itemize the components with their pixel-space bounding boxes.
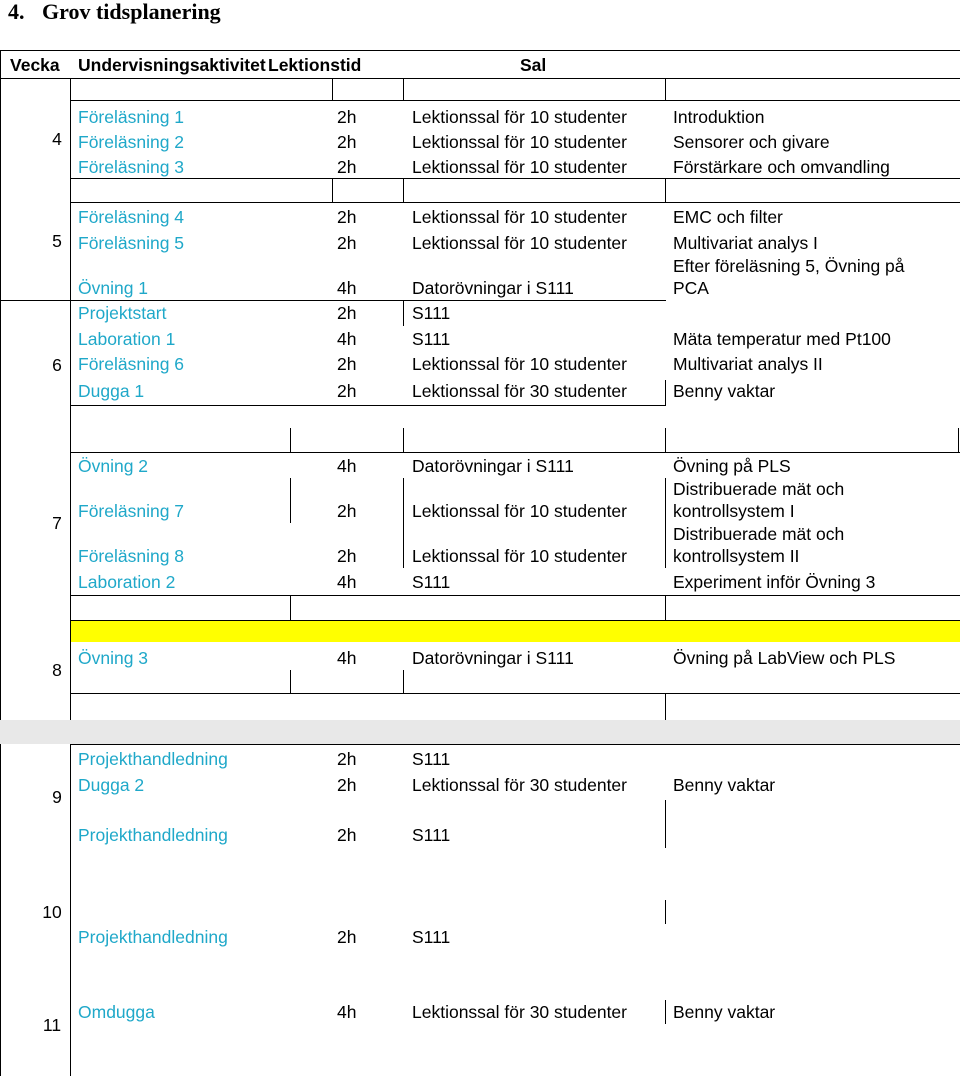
table-row-room: S111	[412, 927, 451, 947]
table-row-activity: Föreläsning 1	[78, 107, 185, 127]
week-number: 5	[52, 231, 62, 251]
table-row-topic: Mäta temperatur med Pt100	[673, 329, 891, 349]
table-row-activity: Föreläsning 2	[78, 132, 185, 152]
table-row-time: 2h	[337, 303, 357, 323]
table-row-room: Datorövningar i S111	[412, 648, 574, 668]
table-row-time: 4h	[337, 572, 357, 592]
table-row-topic: Distribuerade mät och kontrollsystem I	[673, 479, 845, 521]
table-row-room: Lektionssal för 10 studenter	[412, 501, 627, 521]
table-row-activity: Projekthandledning	[78, 749, 228, 769]
table-row-topic: EMC och filter	[673, 207, 783, 227]
table-row-activity: Övning 2	[78, 456, 149, 476]
table-row-time: 2h	[337, 233, 357, 253]
table-row-topic: Övning på LabView och PLS	[673, 648, 896, 668]
column-header-time: Lektionstid	[268, 55, 362, 75]
table-row-room: S111	[412, 749, 451, 769]
table-row-time: 4h	[337, 329, 357, 349]
table-row-time: 2h	[337, 207, 357, 227]
table-row-time: 2h	[337, 157, 357, 177]
table-row-time: 4h	[337, 1002, 357, 1022]
table-row-activity: Projekthandledning	[78, 825, 228, 845]
week-number: 10	[42, 902, 62, 922]
table-row-time: 2h	[337, 381, 357, 401]
week-number: 4	[52, 129, 62, 149]
table-row-room: S111	[412, 572, 451, 592]
table-row-activity: Föreläsning 7	[78, 501, 185, 521]
week-number: 8	[52, 660, 62, 680]
table-row-time: 2h	[337, 107, 357, 127]
table-row-topic: Benny vaktar	[673, 1002, 776, 1022]
column-header-week: Vecka	[10, 55, 60, 75]
column-header-activity: Undervisningsaktivitet	[78, 55, 266, 75]
table-row-time: 2h	[337, 132, 357, 152]
table-row-activity: Föreläsning 6	[78, 354, 185, 374]
section-title: Grov tidsplanering	[42, 0, 221, 24]
table-row-time: 4h	[337, 648, 357, 668]
table-row-topic: Efter föreläsning 5, Övning på PCA	[673, 256, 905, 298]
table-row-topic: Multivariat analys I	[673, 233, 818, 253]
table-row-activity: Övning 1	[78, 278, 149, 298]
table-row-room: Lektionssal för 10 studenter	[412, 132, 627, 152]
table-row-room: Lektionssal för 10 studenter	[412, 546, 627, 566]
table-row-topic: Multivariat analys II	[673, 354, 823, 374]
table-row-topic: Benny vaktar	[673, 775, 776, 795]
section-number: 4.	[8, 0, 25, 24]
table-row-activity: Föreläsning 8	[78, 546, 185, 566]
table-row-topic: Förstärkare och omvandling	[673, 157, 890, 177]
table-row-room: Lektionssal för 30 studenter	[412, 1002, 627, 1022]
table-row-room: Lektionssal för 10 studenter	[412, 233, 627, 253]
table-row-topic: Sensorer och givare	[673, 132, 830, 152]
table-row-time: 4h	[337, 456, 357, 476]
table-row-room: Lektionssal för 10 studenter	[412, 354, 627, 374]
table-row-activity: Föreläsning 5	[78, 233, 185, 253]
table-row-time: 2h	[337, 501, 357, 521]
week-number: 6	[52, 355, 62, 375]
table-row-time: 2h	[337, 354, 357, 374]
table-row-activity: Föreläsning 4	[78, 207, 185, 227]
table-row-room: S111	[412, 329, 451, 349]
table-row-room: Datorövningar i S111	[412, 456, 574, 476]
table-row-room: Lektionssal för 30 studenter	[412, 381, 627, 401]
table-row-topic: Övning på PLS	[673, 456, 791, 476]
table-row-activity: Laboration 2	[78, 572, 176, 592]
table-row-time: 2h	[337, 775, 357, 795]
table-row-activity: Övning 3	[78, 648, 149, 668]
table-row-room: Lektionssal för 10 studenter	[412, 107, 627, 127]
table-row-room: Datorövningar i S111	[412, 278, 574, 298]
table-row-time: 4h	[337, 278, 357, 298]
table-row-activity: Omdugga	[78, 1002, 155, 1022]
table-row-topic: Introduktion	[673, 107, 765, 127]
table-row-room: S111	[412, 303, 451, 323]
table-row-activity: Laboration 1	[78, 329, 176, 349]
table-row-time: 2h	[337, 927, 357, 947]
week-number: 11	[42, 1015, 62, 1035]
table-row-room: Lektionssal för 10 studenter	[412, 157, 627, 177]
table-row-activity: Föreläsning 3	[78, 157, 185, 177]
table-row-activity: Dugga 1	[78, 381, 145, 401]
table-row-topic: Experiment inför Övning 3	[673, 572, 876, 592]
week-number: 7	[52, 513, 62, 533]
table-row-activity: Projektstart	[78, 303, 167, 323]
table-row-room: Lektionssal för 10 studenter	[412, 207, 627, 227]
table-row-time: 2h	[337, 546, 357, 566]
table-row-topic: Distribuerade mät och kontrollsystem II	[673, 524, 845, 566]
table-row-topic: Benny vaktar	[673, 381, 776, 401]
week-number: 9	[52, 787, 62, 807]
column-header-room: Sal	[520, 55, 547, 75]
table-row-activity: Dugga 2	[78, 775, 145, 795]
table-row-activity: Projekthandledning	[78, 927, 228, 947]
table-row-room: S111	[412, 825, 451, 845]
table-row-room: Lektionssal för 30 studenter	[412, 775, 627, 795]
table-row-time: 2h	[337, 825, 357, 845]
table-row-time: 2h	[337, 749, 357, 769]
